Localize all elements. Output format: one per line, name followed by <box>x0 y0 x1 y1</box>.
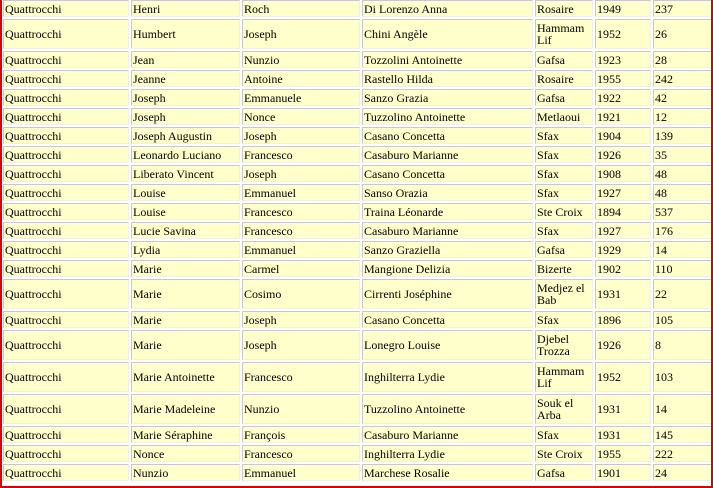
birthplace-cell: Sfax <box>535 184 593 201</box>
mother-name-cell: Sanso Orazia <box>362 184 533 201</box>
record-number-cell: 139 <box>653 127 713 144</box>
mother-name-cell: Tozzolini Antoinette <box>362 51 533 68</box>
father-name-cell: Francesco <box>242 362 360 392</box>
record-number-cell: 176 <box>653 222 713 239</box>
record-number-cell: 26 <box>653 19 713 49</box>
father-name-cell: Emmanuel <box>242 464 360 481</box>
table-row <box>3 394 713 424</box>
first-name-cell: Liberato Vincent <box>131 165 240 182</box>
year-cell: 1926 <box>595 146 651 163</box>
birthplace-cell: Medjez el Bab <box>535 279 593 309</box>
record-number-cell: 145 <box>653 426 713 443</box>
birthplace-cell: Souk el Arba <box>535 394 593 424</box>
record-number-cell: 12 <box>653 108 713 125</box>
first-name-cell: Marie Madeleine <box>131 394 240 424</box>
birthplace-cell: Gafsa <box>535 241 593 258</box>
record-number-cell: 105 <box>653 311 713 328</box>
mother-name-cell: Lonegro Louise <box>362 330 533 360</box>
year-cell: 1894 <box>595 203 651 220</box>
mother-name-cell: Sanzo Graziella <box>362 241 533 258</box>
father-name-cell: Francesco <box>242 203 360 220</box>
surname-cell: Quattrocchi <box>3 464 129 481</box>
table-row <box>3 362 713 392</box>
surname-cell: Quattrocchi <box>3 241 129 258</box>
mother-name-cell: Casaburo Marianne <box>362 146 533 163</box>
father-name-cell: Francesco <box>242 146 360 163</box>
father-name-cell: Nunzio <box>242 394 360 424</box>
mother-name-cell: Cirrenti Joséphine <box>362 279 533 309</box>
year-cell: 1923 <box>595 51 651 68</box>
mother-name-cell: Di Lorenzo Anna <box>362 0 533 17</box>
birthplace-cell: Sfax <box>535 311 593 328</box>
first-name-cell: Louise <box>131 184 240 201</box>
first-name-cell: Marie <box>131 260 240 277</box>
year-cell: 1908 <box>595 165 651 182</box>
year-cell: 1955 <box>595 70 651 87</box>
first-name-cell: Marie Séraphine <box>131 426 240 443</box>
year-cell: 1931 <box>595 279 651 309</box>
table-row <box>3 70 713 87</box>
mother-name-cell: Casano Concetta <box>362 311 533 328</box>
year-cell: 1952 <box>595 19 651 49</box>
year-cell: 1949 <box>595 0 651 17</box>
birthplace-cell: Sfax <box>535 426 593 443</box>
record-number-cell: 22 <box>653 279 713 309</box>
record-number-cell: 42 <box>653 89 713 106</box>
father-name-cell: Joseph <box>242 19 360 49</box>
surname-cell: Quattrocchi <box>3 311 129 328</box>
record-number-cell: 14 <box>653 394 713 424</box>
first-name-cell: Marie <box>131 330 240 360</box>
surname-cell: Quattrocchi <box>3 279 129 309</box>
father-name-cell: Joseph <box>242 127 360 144</box>
year-cell: 1952 <box>595 362 651 392</box>
year-cell: 1921 <box>595 108 651 125</box>
surname-cell: Quattrocchi <box>3 70 129 87</box>
year-cell: 1922 <box>595 89 651 106</box>
mother-name-cell: Chini Angèle <box>362 19 533 49</box>
first-name-cell: Henri <box>131 0 240 17</box>
birthplace-cell: Metlaoui <box>535 108 593 125</box>
father-name-cell: Francesco <box>242 445 360 462</box>
table-row <box>3 0 713 17</box>
table-row <box>3 127 713 144</box>
table-row <box>3 51 713 68</box>
surname-cell: Quattrocchi <box>3 426 129 443</box>
birthplace-cell: Djebel Trozza <box>535 330 593 360</box>
surname-cell: Quattrocchi <box>3 394 129 424</box>
first-name-cell: Humbert <box>131 19 240 49</box>
birthplace-cell: Gafsa <box>535 464 593 481</box>
surname-cell: Quattrocchi <box>3 51 129 68</box>
first-name-cell: Leonardo Luciano <box>131 146 240 163</box>
first-name-cell: Joseph <box>131 89 240 106</box>
birthplace-cell: Rosaire <box>535 70 593 87</box>
table-row <box>3 426 713 443</box>
table-row <box>3 184 713 201</box>
record-number-cell: 48 <box>653 184 713 201</box>
year-cell: 1927 <box>595 222 651 239</box>
records-table <box>1 0 713 483</box>
surname-cell: Quattrocchi <box>3 0 129 17</box>
surname-cell: Quattrocchi <box>3 19 129 49</box>
table-row <box>3 330 713 360</box>
first-name-cell: Nonce <box>131 445 240 462</box>
record-number-cell: 8 <box>653 330 713 360</box>
year-cell: 1902 <box>595 260 651 277</box>
year-cell: 1927 <box>595 184 651 201</box>
birthplace-cell: Ste Croix <box>535 445 593 462</box>
mother-name-cell: Inghilterra Lydie <box>362 362 533 392</box>
birthplace-cell: Sfax <box>535 222 593 239</box>
first-name-cell: Jean <box>131 51 240 68</box>
father-name-cell: Nunzio <box>242 51 360 68</box>
table-row <box>3 279 713 309</box>
record-number-cell: 24 <box>653 464 713 481</box>
surname-cell: Quattrocchi <box>3 203 129 220</box>
birthplace-cell: Bizerte <box>535 260 593 277</box>
surname-cell: Quattrocchi <box>3 165 129 182</box>
birthplace-cell: Gafsa <box>535 89 593 106</box>
year-cell: 1901 <box>595 464 651 481</box>
mother-name-cell: Rastello Hilda <box>362 70 533 87</box>
surname-cell: Quattrocchi <box>3 330 129 360</box>
father-name-cell: Emmanuel <box>242 184 360 201</box>
father-name-cell: Francesco <box>242 222 360 239</box>
table-row <box>3 146 713 163</box>
birthplace-cell: Gafsa <box>535 51 593 68</box>
father-name-cell: Emmanuel <box>242 241 360 258</box>
year-cell: 1931 <box>595 426 651 443</box>
mother-name-cell: Traina Léonarde <box>362 203 533 220</box>
father-name-cell: Cosimo <box>242 279 360 309</box>
first-name-cell: Jeanne <box>131 70 240 87</box>
year-cell: 1955 <box>595 445 651 462</box>
year-cell: 1931 <box>595 394 651 424</box>
father-name-cell: Nonce <box>242 108 360 125</box>
record-number-cell: 237 <box>653 0 713 17</box>
birthplace-cell: Hammam Lif <box>535 19 593 49</box>
table-row <box>3 203 713 220</box>
surname-cell: Quattrocchi <box>3 127 129 144</box>
first-name-cell: Marie <box>131 279 240 309</box>
year-cell: 1896 <box>595 311 651 328</box>
father-name-cell: Joseph <box>242 165 360 182</box>
father-name-cell: Carmel <box>242 260 360 277</box>
record-number-cell: 110 <box>653 260 713 277</box>
mother-name-cell: Sanzo Grazia <box>362 89 533 106</box>
mother-name-cell: Marchese Rosalie <box>362 464 533 481</box>
record-number-cell: 35 <box>653 146 713 163</box>
first-name-cell: Marie Antoinette <box>131 362 240 392</box>
birthplace-cell: Sfax <box>535 165 593 182</box>
record-number-cell: 242 <box>653 70 713 87</box>
father-name-cell: Emmanuele <box>242 89 360 106</box>
mother-name-cell: Casaburo Marianne <box>362 426 533 443</box>
first-name-cell: Lucie Savina <box>131 222 240 239</box>
table-row <box>3 108 713 125</box>
father-name-cell: Roch <box>242 0 360 17</box>
year-cell: 1929 <box>595 241 651 258</box>
first-name-cell: Marie <box>131 311 240 328</box>
surname-cell: Quattrocchi <box>3 108 129 125</box>
year-cell: 1904 <box>595 127 651 144</box>
table-row <box>3 89 713 106</box>
table-row <box>3 464 713 481</box>
record-number-cell: 48 <box>653 165 713 182</box>
mother-name-cell: Tuzzolino Antoinette <box>362 394 533 424</box>
birthplace-cell: Hammam Lif <box>535 362 593 392</box>
surname-cell: Quattrocchi <box>3 445 129 462</box>
father-name-cell: Joseph <box>242 311 360 328</box>
surname-cell: Quattrocchi <box>3 89 129 106</box>
table-row <box>3 222 713 239</box>
first-name-cell: Joseph <box>131 108 240 125</box>
mother-name-cell: Inghilterra Lydie <box>362 445 533 462</box>
record-number-cell: 222 <box>653 445 713 462</box>
record-number-cell: 14 <box>653 241 713 258</box>
first-name-cell: Joseph Augustin <box>131 127 240 144</box>
birthplace-cell: Rosaire <box>535 0 593 17</box>
table-row <box>3 241 713 258</box>
birthplace-cell: Sfax <box>535 146 593 163</box>
father-name-cell: François <box>242 426 360 443</box>
record-number-cell: 28 <box>653 51 713 68</box>
father-name-cell: Antoine <box>242 70 360 87</box>
record-number-cell: 537 <box>653 203 713 220</box>
mother-name-cell: Casaburo Marianne <box>362 222 533 239</box>
surname-cell: Quattrocchi <box>3 260 129 277</box>
surname-cell: Quattrocchi <box>3 146 129 163</box>
mother-name-cell: Casano Concetta <box>362 127 533 144</box>
table-row <box>3 311 713 328</box>
mother-name-cell: Casano Concetta <box>362 165 533 182</box>
father-name-cell: Joseph <box>242 330 360 360</box>
record-number-cell: 103 <box>653 362 713 392</box>
first-name-cell: Nunzio <box>131 464 240 481</box>
year-cell: 1926 <box>595 330 651 360</box>
surname-cell: Quattrocchi <box>3 222 129 239</box>
table-row <box>3 445 713 462</box>
surname-cell: Quattrocchi <box>3 184 129 201</box>
table-row <box>3 260 713 277</box>
birthplace-cell: Sfax <box>535 127 593 144</box>
surname-cell: Quattrocchi <box>3 362 129 392</box>
first-name-cell: Lydia <box>131 241 240 258</box>
first-name-cell: Louise <box>131 203 240 220</box>
table-row <box>3 165 713 182</box>
table-row <box>3 19 713 49</box>
records-body <box>3 0 713 481</box>
mother-name-cell: Mangione Delizia <box>362 260 533 277</box>
birthplace-cell: Ste Croix <box>535 203 593 220</box>
mother-name-cell: Tuzzolino Antoinette <box>362 108 533 125</box>
